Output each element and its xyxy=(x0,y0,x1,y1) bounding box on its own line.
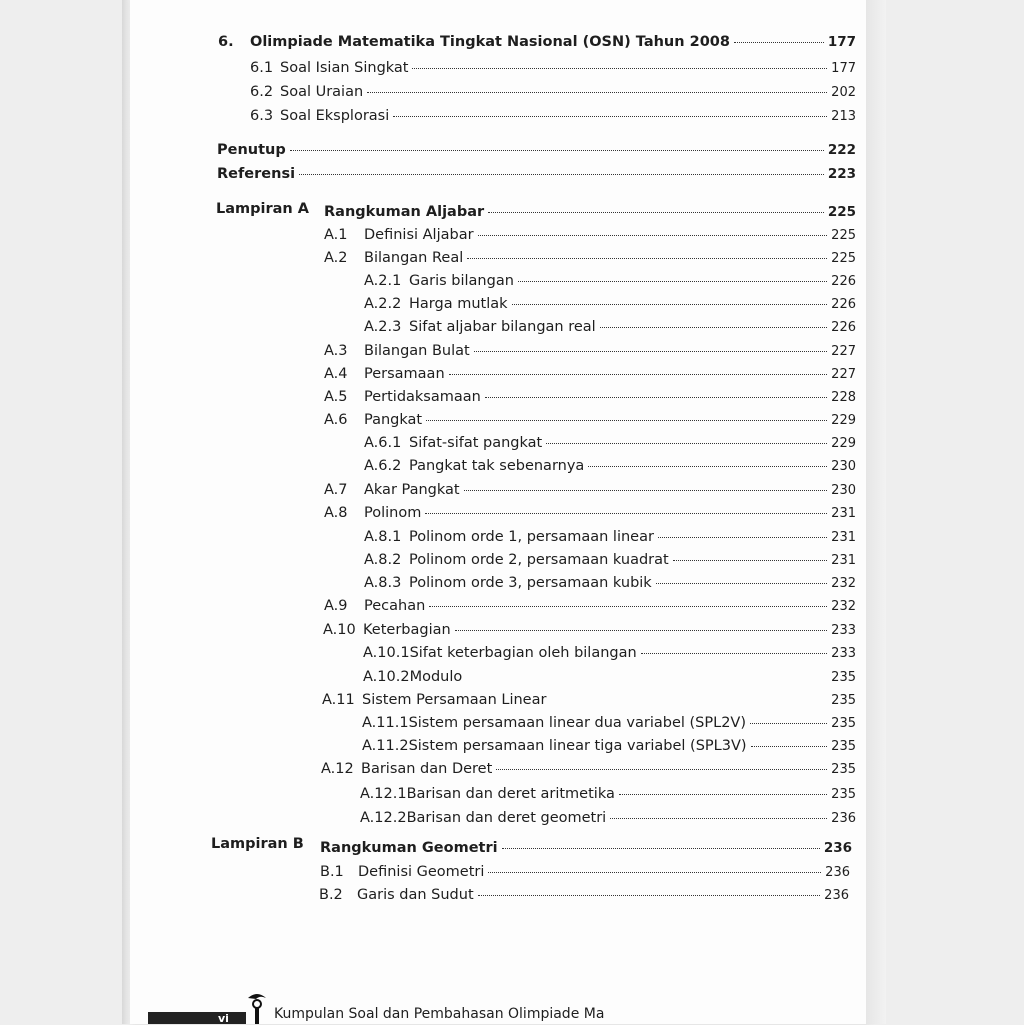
dot-leader xyxy=(641,653,827,654)
toc-number: A.2.3 xyxy=(364,319,402,335)
page-shadow-right xyxy=(866,0,886,1024)
toc-page-number: 232 xyxy=(831,576,856,591)
toc-number: A.10.2 xyxy=(363,669,410,685)
toc-item-a-7[interactable] xyxy=(324,480,856,501)
toc-title: Rangkuman Geometri xyxy=(320,840,498,856)
toc-page-number: 225 xyxy=(831,251,856,266)
toc-number: B.2 xyxy=(319,887,343,903)
toc-page-number: 236 xyxy=(831,811,856,826)
toc-item-a-9[interactable] xyxy=(324,596,856,617)
toc-item-a-2-2[interactable] xyxy=(364,294,856,315)
toc-title: Olimpiade Matematika Tingkat Nasional (OSN) Tahun 2008 xyxy=(250,34,730,50)
dot-leader xyxy=(474,351,827,352)
toc-title: Keterbagian xyxy=(363,622,451,638)
toc-number: A.2 xyxy=(324,250,348,266)
toc-page-number: 235 xyxy=(831,693,856,708)
toc-page-number: 226 xyxy=(831,320,856,335)
toc-referensi[interactable] xyxy=(217,164,856,184)
toc-number: A.3 xyxy=(324,343,348,359)
toc-number: A.8 xyxy=(324,505,348,521)
toc-page-number: 231 xyxy=(831,553,856,568)
toc-number: 6. xyxy=(218,34,234,50)
toc-page-number: 228 xyxy=(831,390,856,405)
toc-page-number: 236 xyxy=(823,840,852,856)
toc-title: Barisan dan deret aritmetika xyxy=(406,786,615,802)
appendix-b-label: Lampiran B xyxy=(211,836,304,852)
toc-page-number: 231 xyxy=(831,506,856,521)
toc-page-number: 231 xyxy=(831,530,856,545)
toc-item-a-4[interactable] xyxy=(324,364,856,385)
appendix-a-label: Lampiran A xyxy=(216,201,310,217)
toc-item-a-6-1[interactable] xyxy=(364,433,856,454)
dot-leader xyxy=(750,723,827,724)
toc-page-number: 229 xyxy=(831,436,856,451)
toc-page-number: 227 xyxy=(831,367,856,382)
toc-item-a-2-3[interactable] xyxy=(364,317,856,338)
toc-page-number: 233 xyxy=(831,623,856,638)
dot-leader xyxy=(455,630,827,631)
toc-item-a-1[interactable] xyxy=(324,225,856,246)
dot-leader xyxy=(619,794,827,795)
toc-title: Pangkat tak sebenarnya xyxy=(409,458,585,474)
toc-page-number: 223 xyxy=(827,166,856,182)
toc-page-number: 227 xyxy=(831,344,856,359)
toc-title: Barisan dan deret geometri xyxy=(406,810,607,826)
toc-number: A.1 xyxy=(324,227,348,243)
toc-item-6-1[interactable] xyxy=(250,58,856,79)
toc-item-a-11-1[interactable] xyxy=(362,713,856,734)
toc-page-number: 213 xyxy=(831,109,856,124)
dot-leader xyxy=(546,443,827,444)
toc-item-a-6[interactable] xyxy=(324,410,856,431)
toc-title: Sifat keterbagian oleh bilangan xyxy=(409,645,637,661)
toc-number: 6.2 xyxy=(250,84,274,100)
toc-item-a-8-1[interactable] xyxy=(364,527,856,548)
toc-title: Sifat aljabar bilangan real xyxy=(409,319,596,335)
toc-number: A.10.1 xyxy=(363,645,410,661)
toc-title: Referensi xyxy=(217,166,296,182)
toc-title: Polinom xyxy=(364,505,422,521)
dot-leader xyxy=(512,304,828,305)
toc-title: Sistem persamaan linear tiga variabel (SPL3V) xyxy=(408,738,747,754)
toc-title: Penutup xyxy=(217,142,286,158)
toc-title: Bilangan Bulat xyxy=(364,343,470,359)
toc-page-number: 229 xyxy=(831,413,856,428)
toc-title: Sistem Persamaan Linear xyxy=(362,692,547,708)
dot-leader xyxy=(600,327,827,328)
toc-item-6-2[interactable] xyxy=(250,82,856,103)
toc-page-number: 233 xyxy=(831,646,856,661)
toc-page-number: 235 xyxy=(831,716,856,731)
footer-page-number: vi xyxy=(218,1012,229,1025)
toc-number: 6.3 xyxy=(250,108,274,124)
toc-item-a-12[interactable] xyxy=(321,759,856,780)
toc-title: Polinom orde 3, persamaan kubik xyxy=(409,575,652,591)
toc-page-number: 235 xyxy=(831,670,856,685)
toc-item-a-3[interactable] xyxy=(324,341,856,362)
toc-number: A.5 xyxy=(324,389,348,405)
toc-title: Sifat-sifat pangkat xyxy=(409,435,543,451)
dot-leader xyxy=(673,560,827,561)
toc-page-number: 225 xyxy=(827,204,856,220)
toc-number: 6.1 xyxy=(250,60,274,76)
toc-page-number: 226 xyxy=(831,297,856,312)
dot-leader xyxy=(734,42,824,43)
toc-number: A.12.1 xyxy=(360,786,407,802)
toc-number: A.6.1 xyxy=(364,435,402,451)
toc-title: Garis bilangan xyxy=(409,273,514,289)
toc-title: Modulo xyxy=(409,669,463,685)
dot-leader xyxy=(449,374,828,375)
toc-item-a-11[interactable] xyxy=(322,690,856,711)
footer-bar xyxy=(148,1012,246,1024)
dot-leader xyxy=(367,92,827,93)
toc-number: A.6 xyxy=(324,412,348,428)
toc-item-6-3[interactable] xyxy=(250,106,856,127)
toc-page-number: 236 xyxy=(825,865,850,880)
toc-item-a-8[interactable] xyxy=(324,503,856,524)
toc-item-a-2[interactable] xyxy=(324,248,856,269)
dot-leader xyxy=(658,537,827,538)
toc-number: A.6.2 xyxy=(364,458,402,474)
toc-item-a-6-2[interactable] xyxy=(364,456,856,477)
toc-number: A.12 xyxy=(321,761,354,777)
toc-title: Soal Eksplorasi xyxy=(280,108,390,124)
toc-title: Pangkat xyxy=(364,412,423,428)
toc-title: Polinom orde 2, persamaan kuadrat xyxy=(409,552,669,568)
dot-leader xyxy=(412,68,827,69)
toc-page-number: 202 xyxy=(831,85,856,100)
dot-leader xyxy=(466,677,827,678)
toc-item-b-2[interactable] xyxy=(319,885,849,906)
toc-item-a-10-2[interactable] xyxy=(363,667,856,688)
toc-number: A.9 xyxy=(324,598,348,614)
dot-leader xyxy=(425,513,827,514)
toc-number: A.11 xyxy=(322,692,355,708)
toc-item-a-11-2[interactable] xyxy=(362,736,856,757)
toc-item-a-2-1[interactable] xyxy=(364,271,856,292)
dot-leader xyxy=(550,700,827,701)
dot-leader xyxy=(502,848,820,849)
dot-leader xyxy=(393,116,827,117)
toc-page-number: 222 xyxy=(827,142,856,158)
dot-leader xyxy=(496,769,827,770)
dot-leader xyxy=(485,397,827,398)
toc-title: Bilangan Real xyxy=(364,250,464,266)
toc-item-a-12-1[interactable] xyxy=(360,784,856,805)
dot-leader xyxy=(588,466,827,467)
toc-page-number: 232 xyxy=(831,599,856,614)
toc-appendix-a[interactable] xyxy=(324,202,856,222)
dot-leader xyxy=(610,818,827,819)
dot-leader xyxy=(299,174,824,175)
dot-leader xyxy=(488,212,824,213)
toc-page-number: 225 xyxy=(831,228,856,243)
dot-leader xyxy=(656,583,827,584)
toc-page-number: 230 xyxy=(831,459,856,474)
dot-leader xyxy=(478,895,821,896)
dot-leader xyxy=(429,606,827,607)
dot-leader xyxy=(478,235,828,236)
toc-page-number: 235 xyxy=(831,787,856,802)
toc-number: A.4 xyxy=(324,366,348,382)
toc-item-a-12-2[interactable] xyxy=(360,808,856,829)
toc-title: Persamaan xyxy=(364,366,445,382)
toc-number: A.2.2 xyxy=(364,296,402,312)
toc-number: A.12.2 xyxy=(360,810,407,826)
toc-page-number: 235 xyxy=(831,762,856,777)
toc-page-number: 230 xyxy=(831,483,856,498)
toc-item-a-10[interactable] xyxy=(323,620,856,641)
footer-book-title: Kumpulan Soal dan Pembahasan Olimpiade Ma xyxy=(274,1006,605,1022)
toc-item-a-8-3[interactable] xyxy=(364,573,856,594)
toc-page-number: 177 xyxy=(827,34,856,50)
toc-item-a-10-1[interactable] xyxy=(363,643,856,664)
toc-number: A.11.1 xyxy=(362,715,409,731)
toc-page-number: 235 xyxy=(831,739,856,754)
toc-title: Definisi Aljabar xyxy=(364,227,474,243)
toc-number: A.11.2 xyxy=(362,738,409,754)
toc-title: Barisan dan Deret xyxy=(361,761,493,777)
toc-title: Akar Pangkat xyxy=(364,482,460,498)
dot-leader xyxy=(488,872,821,873)
toc-title: Sistem persamaan linear dua variabel (SPL2V) xyxy=(408,715,747,731)
toc-title: Pecahan xyxy=(364,598,426,614)
publisher-logo-icon xyxy=(244,990,270,1024)
toc-number: B.1 xyxy=(320,864,344,880)
toc-title: Soal Isian Singkat xyxy=(280,60,409,76)
toc-number: A.8.2 xyxy=(364,552,402,568)
toc-item-a-8-2[interactable] xyxy=(364,550,856,571)
toc-title: Soal Uraian xyxy=(280,84,364,100)
toc-number: A.7 xyxy=(324,482,348,498)
toc-number: A.2.1 xyxy=(364,273,402,289)
toc-title: Definisi Geometri xyxy=(358,864,485,880)
toc-title: Rangkuman Aljabar xyxy=(324,204,485,220)
toc-item-a-5[interactable] xyxy=(324,387,856,408)
dot-leader xyxy=(518,281,827,282)
dot-leader xyxy=(467,258,827,259)
toc-number: A.10 xyxy=(323,622,356,638)
toc-number: A.8.1 xyxy=(364,529,402,545)
dot-leader xyxy=(426,420,827,421)
toc-title: Polinom orde 1, persamaan linear xyxy=(409,529,654,545)
toc-chapter-6[interactable] xyxy=(218,32,856,52)
dot-leader xyxy=(464,490,828,491)
toc-penutup[interactable] xyxy=(217,140,856,160)
dot-leader xyxy=(751,746,828,747)
toc-page-number: 226 xyxy=(831,274,856,289)
toc-title: Harga mutlak xyxy=(409,296,508,312)
toc-page-number: 236 xyxy=(824,888,849,903)
toc-appendix-b[interactable] xyxy=(320,838,852,858)
dot-leader xyxy=(290,150,824,151)
toc-title: Garis dan Sudut xyxy=(357,887,474,903)
toc-page-number: 177 xyxy=(831,61,856,76)
toc-item-b-1[interactable] xyxy=(320,862,850,883)
toc-title: Pertidaksamaan xyxy=(364,389,481,405)
toc-number: A.8.3 xyxy=(364,575,402,591)
